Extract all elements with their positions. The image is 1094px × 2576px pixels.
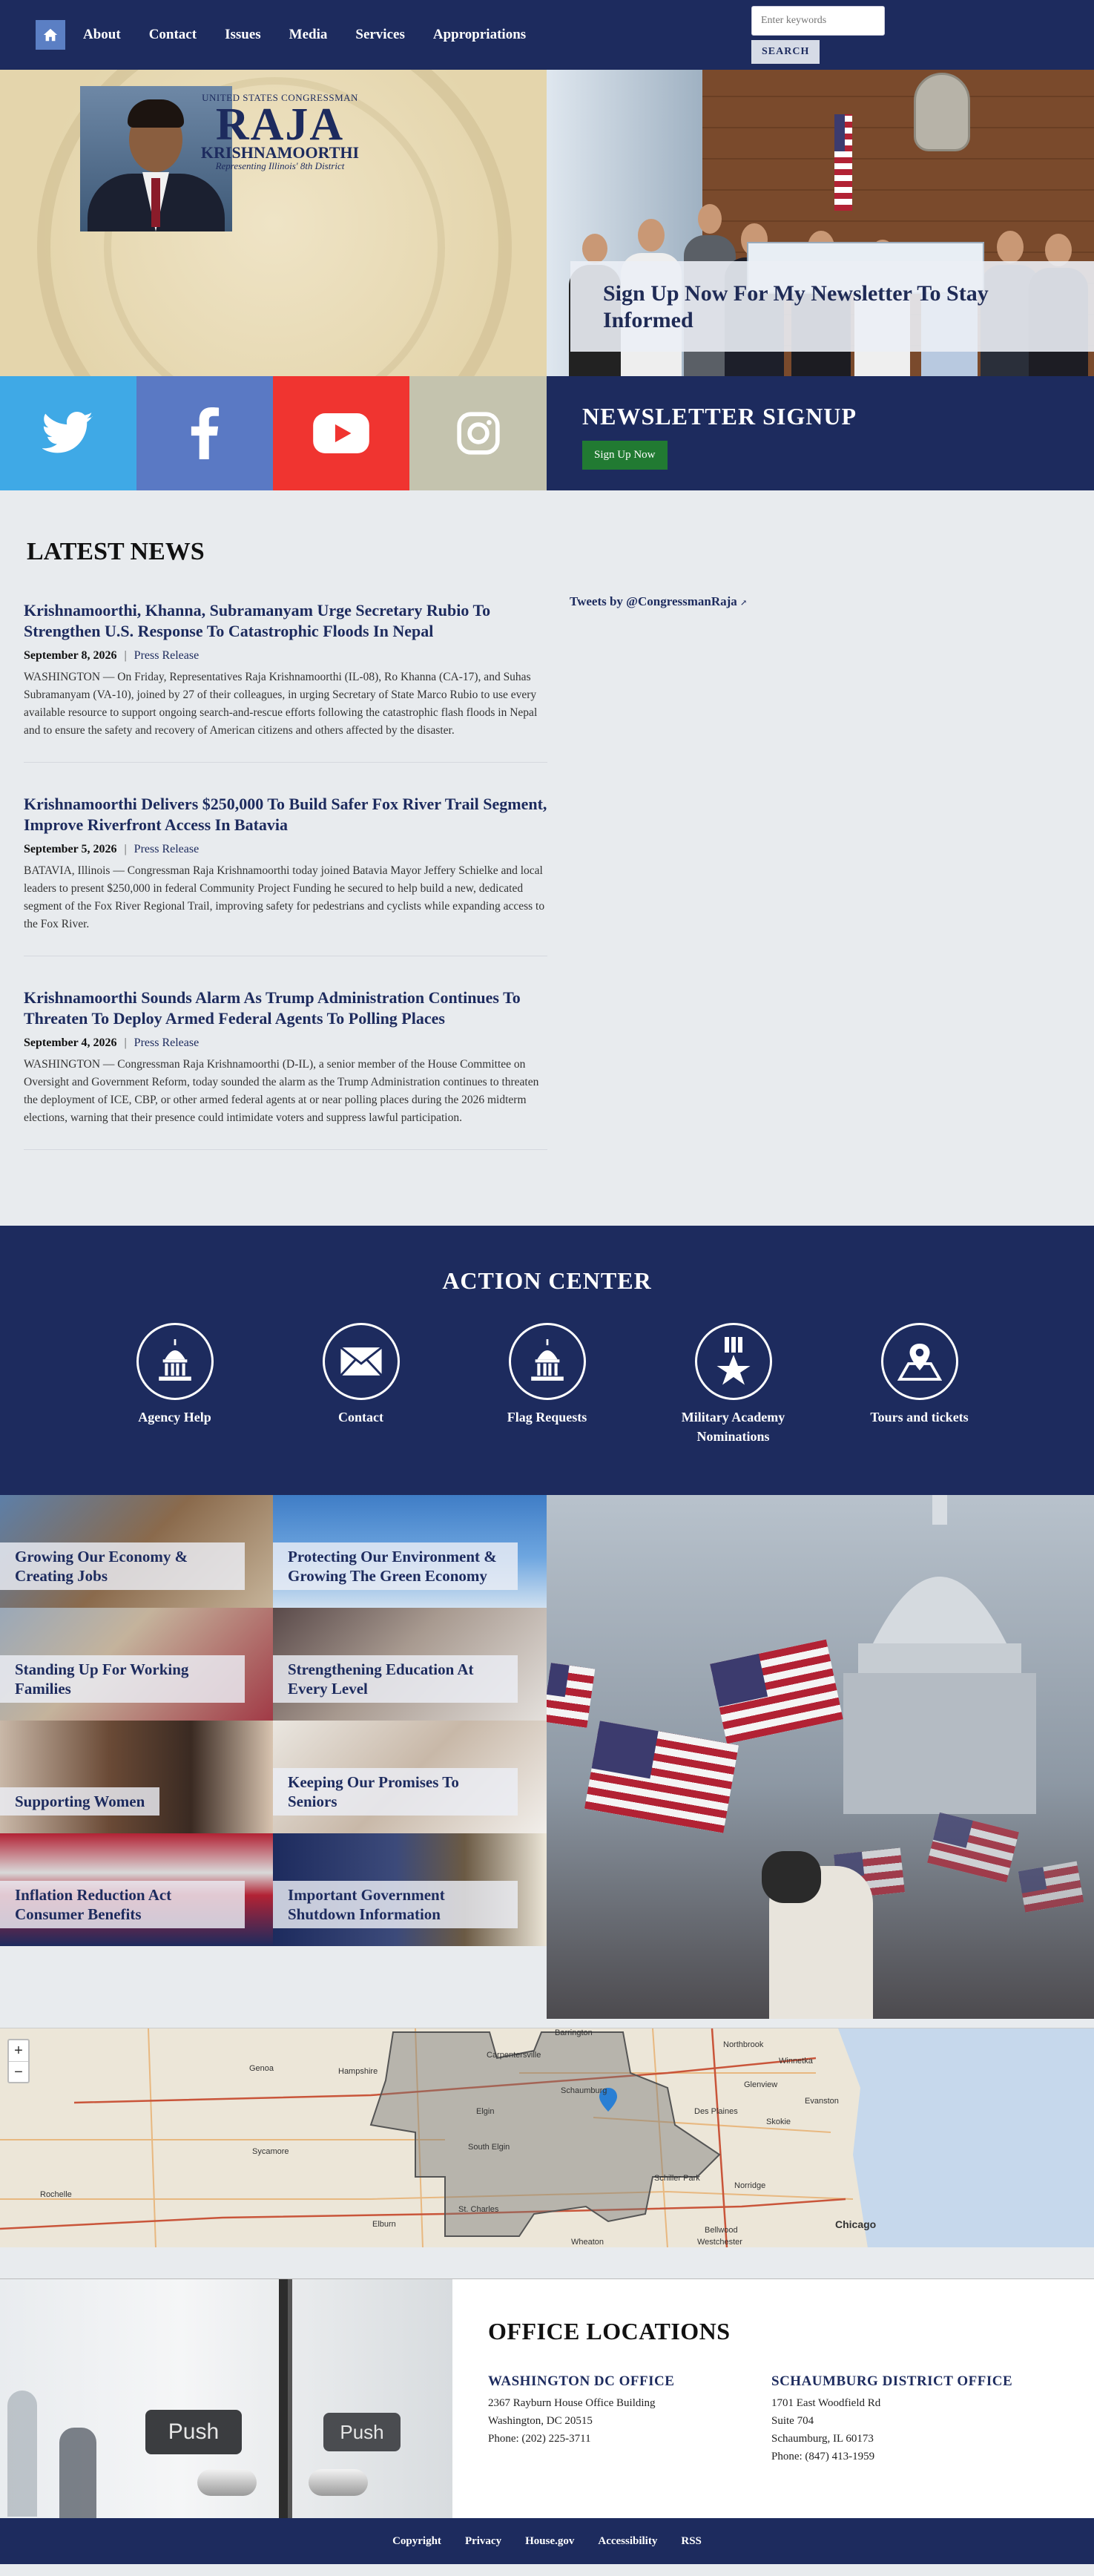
footer-copyright[interactable]: Copyright [392,2534,441,2547]
map-place-label: Evanston [805,2097,839,2106]
news-item [24,794,547,956]
map-place-label: Carpentersville [487,2051,541,2060]
issue-tile-working-families[interactable] [0,1608,273,1721]
door-handle [309,2469,368,2496]
search-input[interactable] [751,6,885,36]
office-door-photo [0,2279,452,2518]
nav-issues[interactable]: Issues [225,27,261,42]
nav-media[interactable]: Media [289,27,328,42]
office-name: SCHAUMBURG DISTRICT OFFICE [771,2373,1013,2389]
us-flag-icon [584,1721,739,1833]
map-place-label: Schaumburg [561,2086,607,2095]
door-handle [197,2469,257,2496]
map-place-label: Glenview [744,2080,778,2089]
home-icon [42,27,59,43]
facebook-icon [190,407,220,459]
issue-label: Keeping Our Promises To Seniors [273,1768,518,1816]
office-address-line: Washington, DC 20515 [488,2415,593,2427]
news-summary: WASHINGTON — On Friday, Representatives Raja Krishnamoorthi (IL-08), Ro Khanna (CA-17), and Suhas Subramanyam (VA-10), joined by 27 of their colleagues, in urging Secretary of State Marco Rubio to use every available resource to support ongoing search-and-rescue efforts following the catastrophic flash floods in Nepal and to ensure the safety and recovery of American citizens and others affected by the disaster. [24,671,538,737]
office-locations-title: OFFICE LOCATIONS [488,2318,731,2345]
map-place-label: Schiller Park [654,2174,700,2183]
action-military-academy[interactable] [640,1323,826,1446]
action-flag-requests[interactable] [454,1323,640,1446]
us-flag-icon [927,1813,1019,1883]
map-place-label: Barrington [555,2028,593,2037]
map-place-label: Hampshire [338,2067,378,2076]
map-place-label: Chicago [835,2218,877,2230]
news-type: Press Release [134,843,200,855]
newsletter-hero-photo[interactable] [547,70,1094,376]
footer-privacy[interactable]: Privacy [464,2534,502,2547]
map-place-label: Genoa [249,2064,274,2073]
map-pin-icon [897,1341,942,1382]
news-column [24,538,547,1181]
issue-tile-women[interactable] [0,1721,273,1833]
map-place-label: Elburn [372,2220,396,2229]
newsletter-promo[interactable] [570,261,1094,352]
news-date: September 5, 2026 [24,843,117,855]
capitol-flags-photo [547,1495,1094,2019]
search-form [751,6,885,64]
social-and-signup [0,376,1094,490]
map-place-label: Des Plaines [694,2107,738,2116]
map-place-label: Skokie [766,2117,791,2126]
youtube-link[interactable] [273,376,409,490]
zoom-out-button[interactable]: − [9,2061,28,2082]
news-item [24,988,547,1150]
issue-tile-environment[interactable] [273,1495,547,1608]
issue-label: Supporting Women [0,1787,159,1816]
tweets-column [547,538,747,1181]
action-label: Military Academy Nominations [681,1410,785,1444]
hero [0,70,1094,376]
news-type: Press Release [134,1036,200,1049]
brand-banner [0,70,547,376]
office-address-line: Suite 704 [771,2415,814,2427]
action-center [0,1226,1094,1495]
instagram-link[interactable] [409,376,547,490]
issue-tiles [0,1495,547,2019]
map-place-label: Bellwood [705,2226,738,2235]
news-type: Press Release [134,649,200,662]
nav-appropriations[interactable]: Appropriations [432,27,527,42]
action-label: Contact [338,1410,383,1425]
action-items [0,1323,1094,1446]
issue-label: Protecting Our Environment & Growing The Green Economy [273,1542,518,1590]
map-place-label: Rochelle [40,2190,72,2199]
capitol-icon [154,1339,196,1384]
nav-contact[interactable]: Contact [148,27,197,42]
map-place-label: Westchester [697,2238,742,2247]
news-meta: September 5, 2026 | Press Release [24,843,200,855]
news-item [24,600,547,763]
tweets-link[interactable]: Tweets by @CongressmanRaja ↗ [570,594,748,608]
footer-house-gov[interactable]: House.gov [525,2534,575,2547]
district-map[interactable] [0,2028,1094,2247]
zoom-in-button[interactable]: + [14,2043,23,2059]
news-summary: BATAVIA, Illinois — Congressman Raja Krishnamoorthi today joined Batavia Mayor Jeffery Schielke and local leaders to present $250,000 in federal Community Project Funding he secured to help build a new, dedicated segment of the Fox River Regional Trail, improving safety for pedestrians and cyclists while expanding access to the Fox River. [24,864,545,930]
map-place-label: Winnetka [779,2057,813,2066]
emblem-icon [914,73,970,151]
sign-up-button[interactable]: Sign Up Now [582,441,668,470]
issue-label: Growing Our Economy & Creating Jobs [0,1542,245,1590]
news-title-link[interactable]: Krishnamoorthi Sounds Alarm As Trump Administration Continues To Threaten To Deploy Armed Federal Agents To Polling Places [24,988,521,1028]
push-sign: Push [145,2410,242,2454]
us-flag-icon [1018,1861,1084,1912]
issue-tile-shutdown[interactable] [273,1833,547,1946]
issue-label: Inflation Reduction Act Consumer Benefits [0,1881,245,1928]
footer-rss[interactable]: RSS [681,2534,702,2547]
office-address-line: Schaumburg, IL 60173 [771,2433,874,2445]
map-place-label: Sycamore [252,2147,289,2156]
news-date: September 4, 2026 [24,1036,117,1049]
news-summary: WASHINGTON — Congressman Raja Krishnamoorthi (D-IL), a senior member of the House Committee on Oversight and Government Reform, today sounded the alarm as the Trump Administration continues to threaten the deployment of ICE, CBP, or other armed federal agents at or near polling places during the 2026 midterm elections, warning that their presence could intimidate voters and suppress lawful participation. [24,1058,539,1124]
action-contact[interactable] [268,1323,454,1446]
twitter-icon [42,412,94,455]
newsletter-signup [547,376,1094,490]
news-meta: September 4, 2026 | Press Release [24,1036,200,1049]
home-button[interactable] [36,20,65,50]
external-link-icon: ↗ [740,599,748,608]
district-boundary [371,2032,719,2236]
nav-about[interactable]: About [83,27,121,42]
latest-news-heading: LATEST NEWS [27,538,205,565]
brand-name-first: RAJA [215,99,345,150]
brand-name-last: KRISHNAMOORTHI [200,143,360,162]
capitol-icon [527,1339,568,1384]
us-flag-icon [547,1663,595,1728]
medal-icon [715,1337,752,1386]
newsletter-promo-text: Sign Up Now For My Newsletter To Stay Informed [603,281,989,332]
footer [0,2518,1094,2564]
brand-line-1: UNITED STATES CONGRESSMAN [202,92,358,103]
map-zoom-control [7,2039,30,2083]
map-place-label: Norridge [734,2181,766,2190]
facebook-link[interactable] [136,376,273,490]
main-nav [0,0,1094,70]
issue-tile-inflation-reduction[interactable] [0,1833,273,1946]
map-place-label: South Elgin [468,2143,510,2152]
map-place-label: Elgin [476,2107,495,2116]
map-place-label: Northbrook [723,2040,764,2049]
footer-accessibility[interactable]: Accessibility [598,2534,658,2547]
office-name: WASHINGTON DC OFFICE [488,2373,675,2389]
office-address-line: 1701 East Woodfield Rd [771,2397,881,2409]
map-place-label: Wheaton [571,2238,604,2247]
issue-tile-seniors[interactable] [273,1721,547,1833]
us-flag-icon [710,1640,843,1744]
latest-news-section [0,490,1094,1226]
issues-section [0,1495,1094,2019]
news-title-link[interactable]: Krishnamoorthi, Khanna, Subramanyam Urge Secretary Rubio To Strengthen U.S. Response To Catastrophic Floods In Nepal [24,601,491,640]
office-locations [0,2278,1094,2518]
nav-services[interactable]: Services [355,27,405,42]
envelope-icon [340,1346,383,1377]
office-dc [488,2373,771,2465]
newsletter-signup-title: NEWSLETTER SIGNUP [582,403,857,430]
youtube-icon [313,413,369,453]
map-canvas [0,2028,1094,2247]
issue-tile-education[interactable] [273,1608,547,1721]
action-label: Flag Requests [507,1410,587,1425]
search-button[interactable]: SEARCH [751,40,820,64]
instagram-icon [455,410,501,456]
news-date: September 8, 2026 [24,649,117,662]
news-meta: September 8, 2026 | Press Release [24,649,200,662]
news-title-link[interactable]: Krishnamoorthi Delivers $250,000 To Build Safer Fox River Trail Segment, Improve Riverfront Access In Batavia [24,795,547,834]
action-label: Agency Help [138,1410,211,1425]
action-agency-help[interactable] [82,1323,268,1446]
twitter-link[interactable] [0,376,136,490]
issue-label: Important Government Shutdown Information [273,1881,518,1928]
office-schaumburg [771,2373,1055,2465]
push-sign: Push [323,2413,401,2451]
map-place-label: St. Charles [458,2205,499,2214]
issue-tile-economy[interactable] [0,1495,273,1608]
action-center-title: ACTION CENTER [442,1267,652,1294]
office-phone: Phone: (847) 413-1959 [771,2451,875,2462]
issue-label: Strengthening Education At Every Level [273,1655,518,1703]
site-logo[interactable] [200,92,360,172]
office-phone: Phone: (202) 225-3711 [488,2433,591,2445]
action-label: Tours and tickets [870,1410,969,1425]
capitol-dome-icon [828,1495,1051,1814]
office-info [452,2279,1094,2518]
office-address-line: 2367 Rayburn House Office Building [488,2397,656,2409]
action-tours[interactable] [826,1323,1012,1446]
brand-district: Representing Illinois' 8th District [215,160,345,171]
issue-label: Standing Up For Working Families [0,1655,245,1703]
